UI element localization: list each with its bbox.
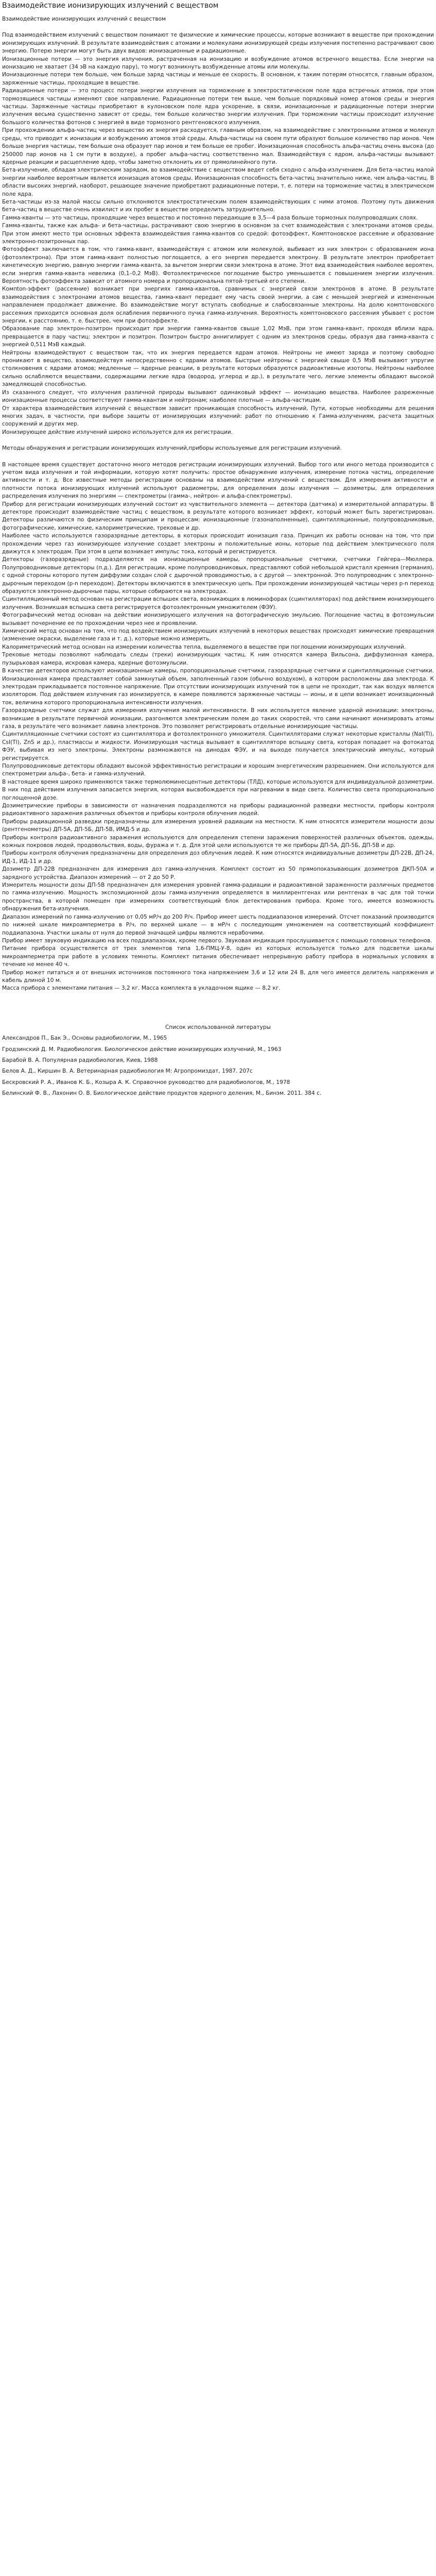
paragraph: В качестве детекторов используют ионизационные камеры, пропорциональные счетчики, газоразрядные счетчики и сцинтилляционные счетчики. Ионизационная камера представляет собой замкнутый объем, заполненный газом (обычно воздухом), в котором расположены два электрода. К электродам прикладывается постоянное напряжение. При отсутствии ионизирующих излучений ток в цепи не проходит, так как воздух является изолятором. Под действием излучения газ ионизируется, в камере появляются заряженные частицы — ионы, и в цепи возникает ионизационный ток, величина которого пропорциональна интенсивности излучения. — [2, 668, 434, 706]
paragraph: Измеритель мощности дозы ДП-5В предназначен для измерения уровней гамма-радиации и радиоактивной зараженности различных предметов по гамма-излучению. Мощность экспозиционной дозы гамма-излучения определяется в миллирентгенах или рентгенах в час для той точки пространства, в которой помещен при измерениях соответствующий блок детектирования прибора. Кроме того, имеется возможность обнаружения бета-излучения. — [2, 882, 434, 912]
paragraph: В настоящее время существует достаточно много методов регистрации ионизирующих излучений. Выбор того или иного метода производится с учетом вида излучения и той информации, которую хотят получить: простое обнаружение излучения, измерение потока частиц, определение активности и т. д. Все известные методы регистрации основаны на взаимодействии излучений с веществом. Для измерения активности и плотности потока ионизирующих излучений используют радиометры, для определения дозы излучения — дозиметры, для определения распределения излучения по энергиям — спектрометры (гамма-, нейтрон- и альфа-спектрометры). — [2, 461, 434, 500]
methods-section — [2, 461, 434, 993]
paragraph: Приборы контроля радиоактивного заражения используются для определения степени заражения поверхностей различных объектов, одежды, кожных покровов людей, продовольствия, воды, фуража и т. д. Для этой цели используются те же приборы ДП-5А, ДП-5Б, ДП-5В и др. — [2, 834, 434, 849]
paragraph: Нейтроны взаимодействуют с веществом так, что их энергия передается ядрам атомов. Нейтроны не имеют заряда и поэтому свободно проникают в вещество, взаимодействуя непосредственно с ядрами атомов. Быстрые нейтроны с энергией свыше 0,5 МэВ вызывают упругие столкновения с ядрами атомов; медленные — ядерные реакции, в результате которых образуются радиоактивные изотопы. Нейтроны наиболее сильно ослабляются веществами, содержащими легкие ядра (водород, углерод и др.), в результате чего, легкие элементы обладают высокой замедляющей способностью. — [2, 349, 434, 388]
document-page — [0, 1, 436, 1106]
paragraph: Фотографический метод основан на действии ионизирующего излучения на фотографическую эмульсию. Поглощение частиц в фотоэмульсии вызывает почернение ее по прохождении через нее и проявлении. — [2, 612, 434, 626]
paragraph: Сцинтилляционный метод основан на регистрации вспышек света, возникающих в люминофорах (сцинтилляторах) под действием ионизирующего излучения. Возникшая вспышка света регистрируется фотоэлектронным умножителем (ФЭУ). — [2, 596, 434, 611]
paragraph: Приборы контроля облучения предназначены для определения доз облучения людей. К ним относятся индивидуальные дозиметры ДП-22В, ДП-24, ИД-1, ИД-11 и др. — [2, 850, 434, 865]
reference-item: Барабой В. А. Популярная радиобиология, Киев, 1988 — [2, 1057, 158, 1063]
paragraph: От характера взаимодействия излучений с веществом зависит проникающая способность излучений, Пути, которые необходимы для решения многих задач, в частности, при выборе защиты от ионизирующих излучений: работ по отношению к Гамма-излучениям, расчета защитных сооружений и других мер. — [2, 405, 434, 428]
reference-item: Белов А. Д., Киршин В. А. Ветеринарная радиобиология М: Агропромиздат, 1987. 207с — [2, 1068, 253, 1075]
paragraph: Питание прибора осуществляется от трех элементов типа 1,6-ПМЦ-У-8, один из которых используется только для подсветки шкалы микроамперметра при работе в условиях темноты. Комплект питания обеспечивает непрерывную работу прибора в нормальных условиях в течение не менее 40 ч. — [2, 945, 434, 968]
document-title: Взаимодействие ионизирующих излучений с веществом — [2, 2, 219, 10]
intro-section — [2, 31, 434, 436]
paragraph: Дозиметр ДП-22В предназначен для измерения доз гамма-излучения. Комплект состоит из 50 прямопоказывающих дозиметров ДКП-50А и зарядного устройства. Диапазон измерений — от 2 до 50 Р. — [2, 866, 434, 880]
paragraph: Прибор имеет звуковую индикацию на всех поддиапазонах, кроме первого. Звуковая индикация прослушивается с помощью головных телефонов. — [2, 937, 432, 944]
paragraph: В настоящее время широко применяются также термолюминесцентные детекторы (ТЛД), которые используются для индивидуальной дозиметрии. В них под действием излучения запасается энергия, которая высвобождается при нагревании в виде света. Количество света пропорционально поглощенной дозе. — [2, 778, 434, 801]
paragraph: Гамма-кванты, также как альфа- и бета-частицы, растрачивают свою энергию в основном за счет взаимодействия с электронами атомов среды. При этом имеют место три основных эффекта взаимодействия гамма-квантов со средой: фотоэффект, Комптоновское рассеяние и образование электронно-позитронных пар. — [2, 223, 434, 245]
paragraph: Наиболее часто используются газоразрядные детекторы, в которых происходит ионизация газа. Принцип их работы основан на том, что при прохождении через газ ионизирующее излучение создает электроны и положительные ионы, которые под действием электрического поля движутся к электродам. При этом в цепи возникает импульс тока, который и регистрируется. — [2, 533, 434, 555]
paragraph: Прибор может питаться и от внешних источников постоянного тока напряжением 3,6 и 12 или 24 В, для чего имеется делитель напряжения и кабель длиной 10 м. — [2, 969, 434, 984]
paragraph: Масса прибора с элементами питания — 3,2 кг. Масса комплекта в укладочном ящике — 8,2 кг. — [2, 985, 281, 992]
document-subtitle: Взаимодействие ионизирующих излучений с веществом — [2, 16, 166, 22]
paragraph: Из сказанного следует, что излучения различной природы вызывают одинаковый эффект — ионизацию вещества. Наиболее разреженные ионизационные процессы соответствуют гамма-квантам и нейтронам; наиболее плотные — альфа-частицам. — [2, 389, 434, 404]
paragraph: Ионизирующее действие излучений широко используется для их регистрации. — [2, 429, 233, 435]
paragraph: Трековые методы позволяют наблюдать следы (треки) ионизирующих частиц. К ним относятся камера Вильсона, диффузионная камера, пузырьковая камера, искровая камера, ядерные фотоэмульсии. — [2, 652, 434, 666]
paragraph: Диапазон измерений по гамма-излучению от 0,05 мР/ч до 200 Р/ч. Прибор имеет шесть поддиапазонов измерений. Отсчет показаний производится по нижней шкале микроамперметра в Р/ч, по верхней шкале — в мР/ч с последующим умножением на соответствующий коэффициент поддиапазона. Участки шкалы от нуля до первой значащей цифры являются нерабочими. — [2, 913, 434, 936]
references-list — [2, 1035, 434, 1097]
reference-item: Бескровский Р. А., Иванов К. Б., Козыра А. К. Справочное руководство для радиобиологов, М., 1978 — [2, 1079, 290, 1086]
reference-item: Гродзинский Д. М. Радиобиология. Биологическое действие ионизирующих излучений, М., 1963 — [2, 1046, 282, 1053]
references-title: Список использованной литературы — [165, 1024, 271, 1030]
paragraph: Прибор для регистрации ионизирующих излучений состоит из чувствительного элемента — детектора (датчика) и измерительной аппаратуры. В детекторе происходит взаимодействие частиц с веществом, в результате которого возникает эффект, который может быть зарегистрирован. Детекторы различаются по физическим принципам и процессам: ионизационные (газонаполненные), сцинтилляционные, полупроводниковые, фотографические, химические, калориметрические, трековые и др. — [2, 501, 434, 531]
paragraph: Сцинтилляционные счетчики состоят из сцинтиллятора и фотоэлектронного умножителя. Сцинтилляторами служат некоторые кристаллы (NaI(Tl), CsI(Tl), ZnS и др.), пластмассы и жидкости. Ионизирующая частица вызывает в сцинтилляторе вспышку света, которая попадает на фотокатод ФЭУ, выбивая из него электроны. Электроны размножаются на динодах ФЭУ, и на выходе получается электрический импульс, который регистрируется. — [2, 731, 434, 761]
paragraph: Газоразрядные счетчики служат для измерения излучения малой интенсивности. В них используется явление ударной ионизации: электроны, возникшие в результате первичной ионизации, разгоняются электрическим полем до таких скоростей, что сами начинают ионизировать атомы газа, в результате чего возникает лавина электронов. Это позволяет регистрировать отдельные ионизирующие частицы. — [2, 707, 434, 730]
paragraph: Бета-излучение, обладая электрическим зарядом, во взаимодействие с веществом ведет себя сходно с альфа-излучением. Для бета-частиц малой энергии наиболее вероятным является ионизация атомов среды. Ионизационная способность бета-частиц значительно ниже, чем альфа-частиц. В области высоких энергий, наоборот, решающее значение приобретают радиационные потери, т. е. потери на торможение частиц в электрическом поле ядра. — [2, 167, 434, 197]
paragraph: Полупроводниковые детекторы обладают высокой эффективностью регистрации и хорошим энергетическим разрешением. Они используются для спектрометрии альфа-, бета- и гамма-излучений. — [2, 762, 434, 777]
paragraph: Дозиметрические приборы в зависимости от назначения подразделяются на приборы радиационной разведки местности, приборы контроля радиоактивного заражения различных объектов и приборы контроля облучения людей. — [2, 803, 434, 817]
section2-title: Методы обнаружения и регистрации ионизирующих излучений,приборы используемые для регистрации излучений. — [2, 445, 342, 452]
paragraph: Детекторы (газоразрядные) подразделяются на ионизационные камеры, пропорциональные счетчики, счетчики Гейгера—Мюллера. Полупроводниковые детекторы (п.д.). Для регистрации, кроме полупроводниковых, представляют собой небольшой кристалл кремния (германия), с одной стороны которого путем диффузии создан слой с дырочной проводимостью, а с другой — электронной. Это полупроводник с электронно-дырочным переходом (p-n переходом). Детекторы включаются в электрическую цепь. При прохождении ионизирующей частицы через p-n переход образуются электронно-дырочные пары, которые собираются на электродах. — [2, 556, 434, 595]
paragraph: Химический метод основан на том, что под воздействием ионизирующих излучений в некоторых веществах происходят химические превращения (изменение окраски, выделение газа и т. д.), которые можно измерить. — [2, 628, 434, 642]
paragraph: Компton-эффект (рассеяние) возникает при энергиях гамма-квантов, сравнимых с энергией связи электронов в атоме. В результате взаимодействия с электронами атомов вещества, гамма-квант передает ему часть своей энергии, а сам с меньшей энергией и измененным направлением продолжает движение. Во взаимодействие могут вступать свободные и слабосвязанные электроны. На долю комптоновского рассеяния приходится основная доля ослабления первичного пучка гамма-излучения. Вероятность комптоновского рассеяния убывает с ростом энергии, к расстоянию, т. е. быстрее, чем при фотоэффекте. — [2, 286, 434, 325]
paragraph: Фотоэффект заключается в том, что гамма-квант, взаимодействуя с атомом или молекулой, выбивает из них электрон с образованием иона (фотоэлектрона). При этом гамма-квант полностью поглощается, а его энергия передается электрону. В результате электрон приобретает кинетическую энергию, равную энергии гамма-кванта, за вычетом энергии связи электрона в атоме. Этот вид взаимодействия наиболее вероятен, если энергия гамма-кванта невелика (0,1–0,2 МэВ). Фотоэлектрическое поглощение быстро уменьшается с повышением энергии излучения. Вероятность фотоэффекта зависит от атомного номера и пропорциональна пятой-третьей его степени. — [2, 246, 434, 284]
paragraph: Образование пар электрон-позитрон происходит при энергии гамма-квантов свыше 1,02 МэВ, при этом гамма-квант, проходя вблизи ядра, превращается в пару частиц: электрон и позитрон. Позитрон быстро аннигилирует с одним из электронов среды, образуя два гамма-кванта с энергией 0,511 МэВ каждый. — [2, 326, 434, 348]
paragraph: Калориметрический метод основан на измерении количества тепла, выделяемого в веществе при поглощении ионизирующих излучений. — [2, 643, 406, 650]
paragraph: Ионизационные потери — это энергия излучения, растраченная на ионизацию и возбуждение атомов встречного вещества. Если энергии на ионизацию не хватает (34 эВ на каждую пару), то могут возникнуть возбужденные атомы или молекулы. — [2, 56, 434, 71]
paragraph: Бета-частицы из-за малой массы сильно отклоняются электростатическим полем взаимодействующих с ними атомов. Поэтому путь движения бета-частиц в веществе очень извилист и их пробег в веществе определить затруднительно. — [2, 198, 434, 213]
paragraph: Гамма-кванты — это частицы, проходящие через вещество и постоянно передающие в 3,5—4 раза больше тормозных полупроводящих слоях. — [2, 214, 418, 221]
paragraph: Под взаимодействием излучений с веществом понимают те физические и химические процессы, которые возникают в веществе при прохождении ионизирующих излучений. В результате взаимодействия с атомами и молекулами ионизирующей среды излучения постепенно растрачивают свою энергию. Потерю энергии могут быть двух видов: ионизационные и радиационные. — [2, 32, 434, 55]
reference-item: Белинский Ф. В., Лахонин О. В. Биологическое действие продуктов ядерного деления, М., Бинэм. 2011. 384 с. — [2, 1090, 322, 1097]
paragraph: Приборы радиационной разведки предназначены для измерения уровней радиации на местности. К ним относятся измерители мощности дозы (рентгенометры) ДП-5А, ДП-5Б, ДП-5В, ИМД-5 и др. — [2, 818, 434, 833]
reference-item: Александров П., Бак Э., Основы радиобиологии, М., 1965 — [2, 1035, 167, 1042]
paragraph: Радиационные потери — это процесс потери энергии излучения на торможение в электростатическом поле ядра встречных атомов, при этом тормозящиеся частицы изменяют свое направление. Радиационные потери тем выше, чем больше порядковый номер атомов среды и энергия частицы. Заряженные частицы приобретают в кулоновском поле ядра ускорение, в связи, ионизационные и радиационные потери энергии излучения весьма существенно зависят от среды, тем больше количество энергии излучения. При торможении частицы происходит излучение большого количества фотонов с энергией в виде тормозного рентгеновского излучения. — [2, 88, 434, 126]
paragraph: Ионизационные потери тем больше, чем больше заряд частицы и меньше ее скорость. В основном, к таким потерям относятся, главным образом, заряженные частицы, проходящие в веществе. — [2, 72, 434, 86]
paragraph: При прохождении альфа-частиц через вещество их энергия расходуется, главным образом, на взаимодействие с электронными атомов и молекул среды, что приводит к ионизации и возбуждению атомов этой среды. Альфа-частицы на своем пути образуют большое количество пар ионов. Чем больше энергия частицы, тем больше она образует пар ионов и тем больше ее пробег. Ионизационная способность альфа-частиц очень высока (до 250000 пар ионов на 1 см пути в воздухе), а пробег альфа-частиц соответственно мал. Взаимодействуя с ядром, альфа-частицы вызывают ядерные реакции и расщепление ядер, чтобы заметно отклонить их от прямолинейного пути. — [2, 127, 434, 165]
